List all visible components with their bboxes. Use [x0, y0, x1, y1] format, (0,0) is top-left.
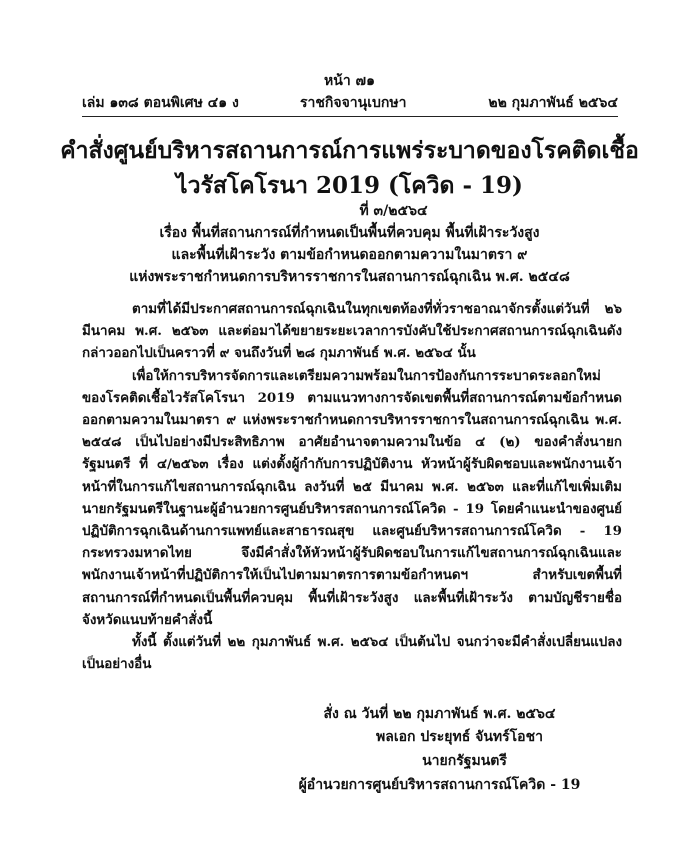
signatory-role: ผู้อำนวยการศูนย์บริหารสถานการณ์โควิด - 19 [298, 777, 581, 793]
subject-line-1: เรื่อง พื้นที่สถานการณ์ที่กำหนดเป็นพื้นที่ควบคุม พื้นที่เฝ้าระวังสูง [159, 225, 540, 241]
subject-line-3: แห่งพระราชกำหนดการบริหารราชการในสถานการณ์ฉุกเฉิน พ.ศ. ๒๕๔๘ [129, 269, 570, 285]
paragraph-3: ทั้งนี้ ตั้งแต่วันที่ ๒๒ กุมภาพันธ์ พ.ศ. ๒๕๖๔ เป็นต้นไป จนกว่าจะมีคำสั่งเปลี่ยนแปลงเป็นอย่างอื่น [82, 634, 622, 673]
order-number: ที่ ๓/๒๕๖๔ [359, 203, 428, 219]
title-line-2: ไวรัสโคโรนา 2019 (โควิด - 19) [176, 172, 523, 199]
title-line-1: คำสั่งศูนย์บริหารสถานการณ์การแพร่ระบาดของโรคติดเชื้อ [60, 137, 639, 164]
gazette-name: ราชกิจจานุเบกษา [300, 95, 407, 111]
publication-date: ๒๒ กุมภาพันธ์ ๒๕๖๔ [488, 95, 618, 111]
page-number: หน้า ๗๑ [324, 73, 375, 89]
volume-info: เล่ม ๑๓๘ ตอนพิเศษ ๔๑ ง [82, 95, 239, 111]
signing-date: สั่ง ณ วันที่ ๒๒ กุมภาพันธ์ พ.ศ. ๒๕๖๔ [323, 706, 556, 722]
signatory-position: นายกรัฐมนตรี [422, 753, 507, 769]
header-divider [82, 116, 618, 117]
paragraph-2: เพื่อให้การบริหารจัดการและเตรียมความพร้อมในการป้องกันการระบาดระลอกใหม่ของโรคติดเชื้อไวรัสโคโรนา 2019 ตามแนวทางการจัดเขตพื้นที่สถานการณ์ตามข้อกำหนดออกตามความในมาตรา ๙ แห่งพระราชกำหนดการบริหารราชการในสถานการณ์ฉุกเฉิน พ.ศ. ๒๕๔๘ เป็นไปอย่างมีประสิทธิภาพ อาศัยอำนาจตามความในข้อ ๔ (๒) ของคำสั่งนายกรัฐมนตรี ที่ ๔/๒๕๖๓ เรื่อง แต่งตั้งผู้กำกับการปฏิบัติงาน หัวหน้าผู้รับผิดชอบและพนักงานเจ้าหน้าที่ในการแก้ไขสถานการณ์ฉุกเฉิน ลงวันที่ ๒๕ มีนาคม พ.ศ. ๒๕๖๓ และที่แก้ไขเพิ่มเติม นายกรัฐมนตรีในฐานะผู้อำนวยการศูนย์บริหารสถานการณ์โควิด - 19 โดยคำแนะนำของศูนย์ปฏิบัติการฉุกเฉินด้านการแพทย์และสาธารณสุข และศูนย์บริหารสถานการณ์โควิด - 19 กระทรวงมหาดไทย จึงมีคำสั่งให้หัวหน้าผู้รับผิดชอบในการแก้ไขสถานการณ์ฉุกเฉินและพนักงานเจ้าหน้าที่ปฏิบัติการให้เป็นไปตามมาตรการตามข้อกำหนดฯ สำหรับเขตพื้นที่สถานการณ์ที่กำหนดเป็นพื้นที่ควบคุม พื้นที่เฝ้าระวังสูง และพื้นที่เฝ้าระวัง ตามบัญชีรายชื่อจังหวัดแนบท้ายคำสั่งนี้ [82, 367, 622, 628]
subject-line-2: และพื้นที่เฝ้าระวัง ตามข้อกำหนดออกตามความในมาตรา ๙ [171, 247, 528, 263]
signatory-name: พลเอก ประยุทธ์ จันทร์โอชา [376, 729, 543, 745]
paragraph-1: ตามที่ได้มีประกาศสถานการณ์ฉุกเฉินในทุกเขตท้องที่ทั่วราชอาณาจักรตั้งแต่วันที่ ๒๖ มีนาคม พ.ศ. ๒๕๖๓ และต่อมาได้ขยายระยะเวลาการบังคับใช้ประกาศสถานการณ์ฉุกเฉินดังกล่าวออกไปเป็นคราวที่ ๙ จนถึงวันที่ ๒๘ กุมภาพันธ์ พ.ศ. ๒๕๖๔ นั้น [82, 301, 622, 362]
body-text [82, 298, 622, 675]
